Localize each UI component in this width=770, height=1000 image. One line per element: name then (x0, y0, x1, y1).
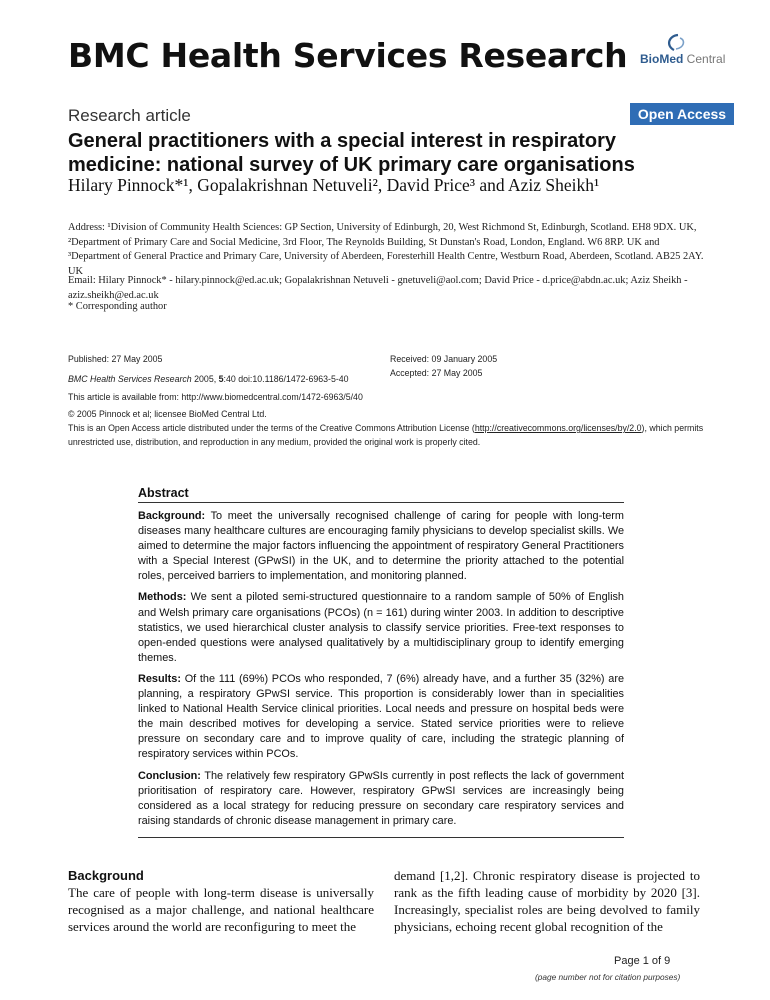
logo-central: Central (683, 52, 726, 66)
affiliations: Address: ¹Division of Community Health Sciences: GP Section, University of Edinburgh, 20, West Richmond St, Edinburgh, Scotland. EH8 9DX. UK, ²Department of Primary Care and Social Medicine, 3rd Floor, The Reynolds Building, St Dunstan's Road, London, England. W6 8RP. UK and ³Department of General Practice and Primary Care, University of Aberdeen, Foresterhill Health Centre, Westburn Road, Aberdeen, Scotland. AB25 2AY. UK (68, 222, 704, 277)
body-column-right: demand [1,2]. Chronic respiratory disease is projected to rank as the fifth leading cause of morbidity by 2020 [3]. Increasingly, specialist roles are being devolved to family physicians, echoing recent global recognition of the (394, 868, 700, 934)
citation-volume: 5 (218, 374, 224, 384)
article-title: General practitioners with a special interest in respiratory medicine: national survey of UK primary care organisations (68, 130, 635, 176)
abstract-conclusion: Conclusion: The relatively few respiratory GPwSIs currently in post reflects the lack of government prioritisation of respiratory care. However, respiratory GPwSI services are increasingly being considered as a local strategy for reducing pressure on secondary care respiratory services and raising standards of chronic disease management in primary care. (138, 769, 624, 827)
page-number-note: (page number not for citation purposes) (535, 972, 681, 982)
accepted-date: Accepted: 27 May 2005 (390, 368, 483, 378)
availability: This article is available from: http://www.biomedcentral.com/1472-6963/5/40 (68, 392, 363, 402)
corresponding-author-note: * Corresponding author (68, 301, 167, 312)
logo-bio: BioMed (640, 52, 684, 66)
copyright: © 2005 Pinnock et al; licensee BioMed Central Ltd. (68, 409, 267, 419)
citation-journal: BMC Health Services Research (68, 374, 192, 384)
published-date: Published: 27 May 2005 (68, 354, 163, 364)
license-block: © 2005 Pinnock et al; licensee BioMed Central Ltd. This is an Open Access article distributed under the terms of the Creative Commons Attribution License (http://creativecommons.org/licenses/by/2.0), which permits unrestricted use, distribution, and reproduction in any medium, provided the original work is properly cited. (68, 407, 708, 449)
abstract-methods: Methods: We sent a piloted semi-structured questionnaire to a random sample of 50% of English and Welsh primary care organisations (PCOs) (n = 161) during winter 2003. In addition to descriptive statistics, we used hierarchical cluster analysis to classify service priorities. Free-text responses to open-ended questions were analysed qualitatively by a multidisciplinary group to identify emerging themes. (138, 591, 624, 664)
journal-title: BMC Health Services Research (68, 36, 628, 75)
biomed-central-logo (640, 32, 726, 72)
citation: BMC Health Services Research 2005, 5:40 doi:10.1186/1472-6963-5-40 (68, 374, 349, 384)
section-heading-background: Background (68, 868, 144, 883)
citation-doi: :40 doi:10.1186/1472-6963-5-40 (223, 374, 349, 384)
license-link[interactable]: http://creativecommons.org/licenses/by/2.0 (474, 423, 642, 433)
abstract (138, 486, 624, 838)
email-list: Email: Hilary Pinnock* - hilary.pinnock@ed.ac.uk; Gopalakrishnan Netuveli - gnetuveli@aol.com; David Price - d.price@abdn.ac.uk; Aziz Sheikh - aziz.sheikh@ed.ac.uk (68, 275, 688, 301)
abstract-heading: Abstract (138, 486, 624, 503)
body-column-left: The care of people with long-term disease is universally recognised as a major challenge, and national healthcare services around the world are reconfiguring to meet the (68, 885, 374, 934)
author-list: Hilary Pinnock*¹, Gopalakrishnan Netuveli², David Price³ and Aziz Sheikh¹ (68, 175, 600, 195)
logo-swirl-icon (640, 32, 710, 54)
received-date: Received: 09 January 2005 (390, 354, 498, 364)
abstract-divider (138, 837, 624, 838)
received-accepted (390, 352, 497, 380)
article-type: Research article (68, 106, 191, 125)
open-access-badge: Open Access (630, 103, 734, 125)
page-number: Page 1 of 9 (614, 955, 671, 967)
abstract-results: Results: Of the 111 (69%) PCOs who responded, 7 (6%) already have, and a further 35 (32%) are planning, a respiratory GPwSI service. This proportion is considerably lower than in specialities linked to National Health Service clinical priorities. Local needs and pressure on hospital beds were the main described motives for developing a service. Stated service priorities were to relieve pressure on secondary care and to improve quality of care, including the strategic planning of respiratory services within PCOs. (138, 672, 624, 761)
abstract-background: Background: To meet the universally recognised challenge of caring for people with long-term diseases many healthcare cultures are encouraging family physicians to develop specialist skills. We aimed to determine the major factors influencing the appointment of respiratory General Practitioners with a Special Interest (GPwSI) in the UK, and to determine the priority attached to the potential roles, perceived barriers to implementation, and monitoring planned. (138, 510, 624, 583)
